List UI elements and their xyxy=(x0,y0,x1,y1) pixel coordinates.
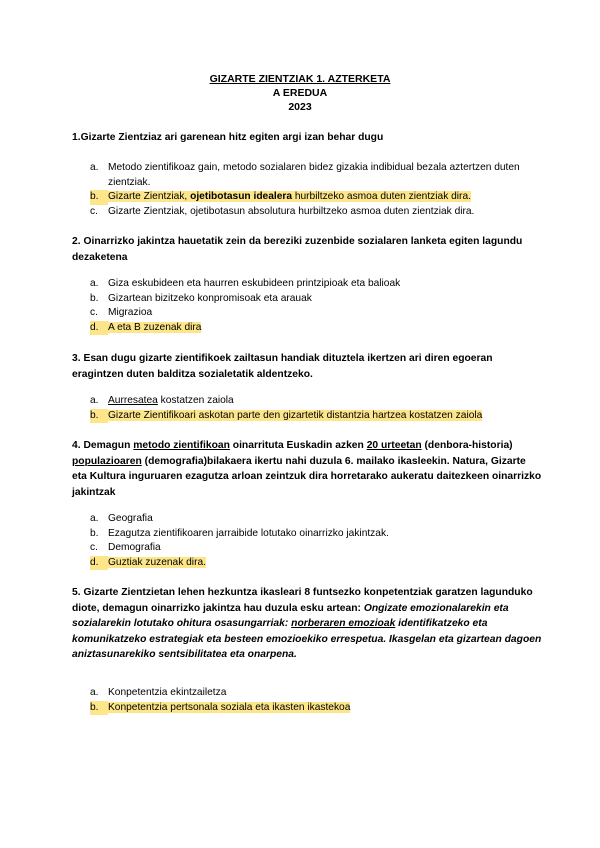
document-header xyxy=(0,72,600,114)
option-2b xyxy=(90,292,540,307)
option-text: Ezagutza zientifikoaren jarraibide lotutako oinarrizko jakintzak. xyxy=(108,527,389,539)
option-letter: c. xyxy=(90,307,98,319)
option-text: Guztiak zuzenak dira. xyxy=(108,556,206,568)
option-1c xyxy=(90,205,540,220)
option-letter: a. xyxy=(90,278,99,289)
option-text: Metodo zientifikoaz gain, metodo sozialaren bidez gizakia indibidual bezala aztertzen duten zientziak. xyxy=(108,162,520,188)
question-2-options xyxy=(90,277,540,335)
option-text: Gizarte Zientifikoari askotan parte den gizartetik distantzia hartzea kostatzen zaiola xyxy=(108,409,483,421)
option-text: Aurresatea kostatzen zaiola xyxy=(108,395,234,406)
option-text: Demografia xyxy=(108,542,161,554)
option-2a xyxy=(90,277,540,292)
option-letter: b. xyxy=(90,701,108,716)
question-1-options xyxy=(90,161,540,219)
question-4: 4. Demagun metodo zientifikoan oinarrituta Euskadin azken 20 urteetan (denbora-historia) populazioaren (demografia)bilakaera ikertu nahi duzula 6. mailako ikasleekin. Natura, Gizarte eta Kultura inguruaren ezagutza arloan zeintzuk dira horretarako aukeratu daitezkeen oinarrizko jakintzak xyxy=(72,440,542,498)
option-4b xyxy=(90,527,540,542)
question-5: 5. Gizarte Zientzietan lehen hezkuntza ikasleari 8 funtsezko konpetentziak garatzen lagunduko diote, demagun oinarrizko jakintza hau duzula esku artean: Ongizate emozionalarekin eta sozialarekin lotutako ohitura osasungarriak: norberaren emozioak identifikatzeko eta komunikatzeko estrategiak eta besteen emozioekiko errespetua. Ikasgelan eta gizartean dagoen aniztasunarekiko sentsibilitatea eta onarpena. xyxy=(72,587,542,660)
exam-year: 2023 xyxy=(288,101,312,113)
question-3-options xyxy=(90,394,540,423)
option-text: A eta B zuzenak dira xyxy=(108,321,202,333)
option-letter: c. xyxy=(90,542,98,554)
option-text: Gizartean bizitzeko konpromisoak eta arauak xyxy=(108,292,312,304)
option-letter: a. xyxy=(90,513,99,524)
option-text: Giza eskubideen eta haurren eskubideen printzipioak eta balioak xyxy=(108,278,401,289)
exam-model: A EREDUA xyxy=(272,87,328,99)
option-letter: b. xyxy=(90,190,108,205)
question-3: 3. Esan dugu gizarte zientifikoek zailtasun handiak dituztela ikertzen ari diren egoeran eragintzen duten balditza sozialetatik aldentzeko. xyxy=(72,353,493,380)
option-letter: a. xyxy=(90,687,99,698)
option-4a xyxy=(90,512,540,527)
option-letter: a. xyxy=(90,162,99,173)
option-text: Konpetentzia pertsonala soziala eta ikasten ikastekoa xyxy=(108,701,351,713)
question-1: 1.Gizarte Zientziaz ari garenean hitz egiten argi izan behar dugu xyxy=(72,132,384,143)
question-4-options xyxy=(90,512,540,570)
option-text: Gizarte Zientziak, ojetibotasun idealera hurbiltzeko asmoa duten zientziak dira. xyxy=(108,191,471,203)
option-letter: b. xyxy=(90,409,108,424)
option-letter: b. xyxy=(90,527,99,539)
option-text: Konpetentzia ekintzailetza xyxy=(108,687,227,698)
option-letter: a. xyxy=(90,395,99,406)
option-5b xyxy=(90,701,540,716)
option-3b xyxy=(90,409,540,424)
option-letter: d. xyxy=(90,321,108,336)
option-text: Gizarte Zientziak, ojetibotasun absolutura hurbiltzeko asmoa duten zientziak dira. xyxy=(108,205,475,217)
option-letter: d. xyxy=(90,556,108,571)
option-letter: b. xyxy=(90,292,99,304)
option-1b xyxy=(90,190,540,205)
option-4c xyxy=(90,541,540,556)
option-4d xyxy=(90,556,540,571)
option-1a xyxy=(90,161,540,190)
question-2: 2. Oinarrizko jakintza hauetatik zein da bereziki zuzenbide sozialaren lanketa egiten lagundu dezaketena xyxy=(72,236,523,263)
option-2d xyxy=(90,321,540,336)
option-5a xyxy=(90,686,540,701)
option-text: Migrazioa xyxy=(108,307,153,319)
option-3a xyxy=(90,394,540,409)
option-text: Geografia xyxy=(108,513,153,524)
question-5-options xyxy=(90,686,540,715)
exam-title: GIZARTE ZIENTZIAK 1. AZTERKETA xyxy=(209,73,391,85)
option-letter: c. xyxy=(90,205,98,217)
option-2c xyxy=(90,306,540,321)
